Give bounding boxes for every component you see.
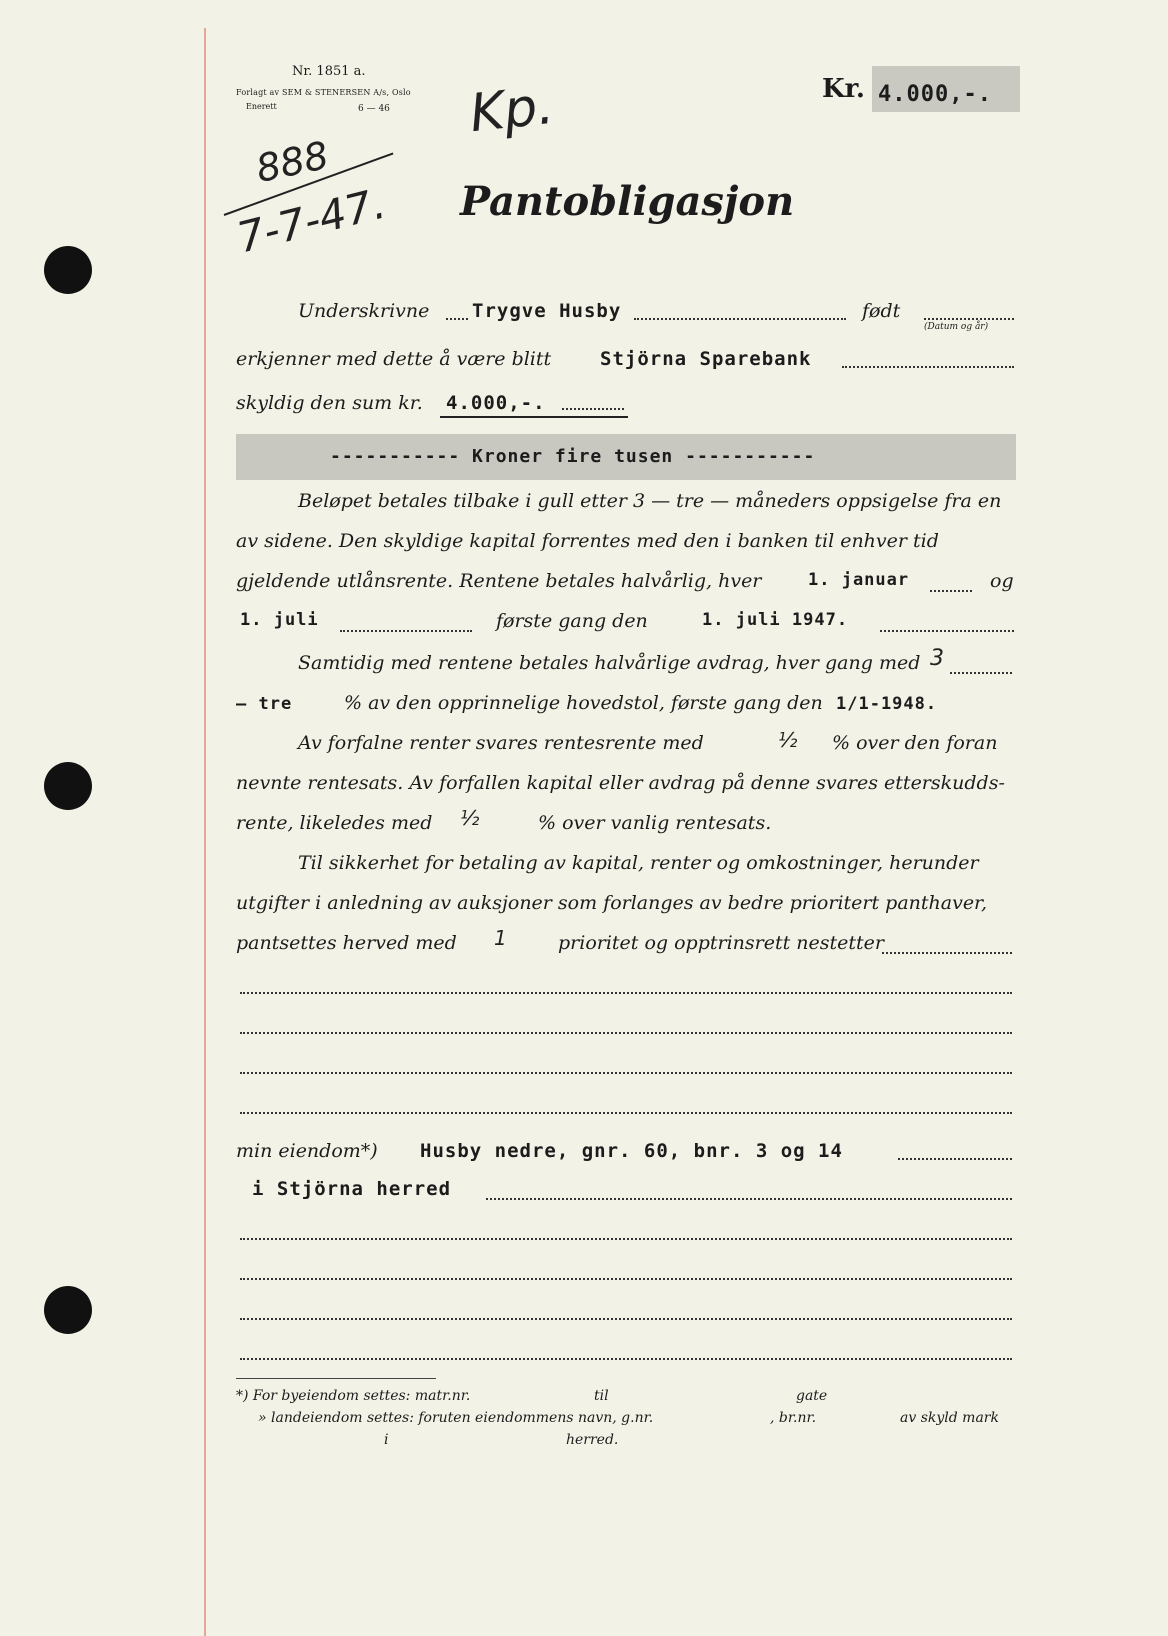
paragraph3-line3: rente, likeledes med	[236, 812, 433, 834]
footnote-line2-b: , br.nr.	[770, 1410, 817, 1426]
first-interest-date: 1. juli 1947.	[702, 610, 849, 630]
dotted-line	[240, 1072, 1012, 1074]
dotted-line	[240, 1278, 1012, 1280]
amount-value: 4.000,-.	[878, 82, 992, 107]
installment-words: — tre	[236, 694, 293, 714]
late-rate: ½	[460, 806, 480, 830]
paragraph1-line2: av sidene. Den skyldige kapital forrentes med den i banken til enhver tid	[236, 530, 939, 552]
dotted-line	[446, 318, 468, 320]
dotted-line	[842, 366, 1014, 368]
og-word: og	[990, 570, 1014, 592]
skyldig-label: skyldig den sum kr.	[236, 392, 423, 414]
enerett-label: Enerett	[246, 102, 277, 111]
paragraph1-line3: gjeldende utlånsrente. Rentene betales halvårlig, hver	[236, 570, 762, 592]
dotted-line	[240, 992, 1012, 994]
footnote-line1-b: til	[594, 1388, 609, 1404]
margin-line	[204, 28, 206, 1636]
property-label: min eiendom*)	[236, 1140, 378, 1162]
debtor-name: Trygve Husby	[472, 300, 622, 322]
paragraph4-line2: utgifter i anledning av auksjoner som forlanges av bedre prioritert panthaver,	[236, 892, 988, 914]
property-description: Husby nedre, gnr. 60, bnr. 3 og 14	[420, 1140, 843, 1162]
paragraph3-line3-end: % over vanlig rentesats.	[538, 812, 772, 834]
interest-date-1: 1. januar	[808, 570, 910, 590]
paragraph3-line2: nevnte rentesats. Av forfallen kapital eller avdrag på denne svares etterskudds-	[236, 772, 1005, 794]
dotted-line	[340, 630, 472, 632]
paragraph3-line1: Av forfalne renter svares rentesrente med	[298, 732, 704, 754]
dotted-line	[240, 1318, 1012, 1320]
dotted-line	[240, 1112, 1012, 1114]
dotted-line	[898, 1158, 1012, 1160]
paragraph4-line3: pantsettes herved med	[236, 932, 457, 954]
paragraph4-line1: Til sikkerhet for betaling av kapital, renter og omkostninger, herunder	[298, 852, 979, 874]
erkjenner-label: erkjenner med dette å være blitt	[236, 348, 552, 370]
dotted-line	[882, 952, 1012, 954]
footnote-line3-a: i	[384, 1432, 389, 1448]
dotted-line	[930, 590, 972, 592]
installment-percent: 3	[930, 646, 944, 671]
property-district: i Stjörna herred	[252, 1178, 452, 1200]
footnote-rule	[236, 1378, 436, 1379]
amount-underline	[440, 416, 628, 418]
dotted-line	[950, 672, 1012, 674]
punch-hole	[44, 246, 92, 294]
amount-in-words: ----------- Kroner fire tusen -----------	[330, 446, 816, 467]
first-time-label: første gang den	[496, 610, 648, 632]
first-installment-date: 1/1-1948.	[836, 694, 938, 714]
dotted-line	[240, 1238, 1012, 1240]
footnote-line2-a: » landeiendom settes: foruten eiendommens navn, g.nr.	[258, 1410, 654, 1426]
dotted-line	[634, 318, 846, 320]
paragraph3-line1-end: % over den foran	[832, 732, 998, 754]
dotted-line	[924, 318, 1014, 320]
interest-date-2: 1. juli	[240, 610, 319, 630]
footnote-line1-c: gate	[796, 1388, 828, 1404]
compound-rate: ½	[778, 728, 798, 752]
footnote-line1-a: *) For byeiendom settes: matr.nr.	[236, 1388, 471, 1404]
creditor-name: Stjörna Sparebank	[600, 348, 812, 370]
handwritten-initials: Kp.	[467, 75, 557, 145]
dotted-line	[240, 1358, 1012, 1360]
publisher: Forlagt av SEM & STENERSEN A/s, Oslo	[236, 88, 411, 97]
datum-note: (Datum og år)	[924, 322, 989, 332]
skyldig-amount: 4.000,-.	[446, 392, 546, 414]
paragraph2-line1: Samtidig med rentene betales halvårlige avdrag, hver gang med	[298, 652, 921, 674]
handwritten-date: 7-7-47.	[232, 178, 391, 263]
punch-hole	[44, 1286, 92, 1334]
fodt-label: født	[862, 300, 901, 322]
footnote-line2-c: av skyld mark	[900, 1410, 999, 1426]
punch-hole	[44, 762, 92, 810]
form-number: Nr. 1851 a.	[292, 64, 366, 79]
underskrivne-label: Underskrivne	[298, 300, 430, 322]
footnote-line3-b: herred.	[566, 1432, 619, 1448]
dotted-line	[880, 630, 1014, 632]
paragraph4-line3-end: prioritet og opptrinsrett nestetter	[558, 932, 885, 954]
dotted-line	[240, 1032, 1012, 1034]
dotted-line	[486, 1198, 1012, 1200]
priority-value: 1	[494, 926, 507, 950]
page-title: Pantobligasjon	[460, 178, 795, 225]
form-edition: 6 — 46	[358, 104, 390, 114]
paragraph1-line1: Beløpet betales tilbake i gull etter 3 — tre — måneders oppsigelse fra en	[298, 490, 1002, 512]
amount-label: Kr.	[822, 74, 865, 104]
paragraph2-line2: % av den opprinnelige hovedstol, første gang den	[344, 692, 823, 714]
dotted-line	[562, 408, 624, 410]
handwritten-number: 888	[252, 132, 333, 192]
